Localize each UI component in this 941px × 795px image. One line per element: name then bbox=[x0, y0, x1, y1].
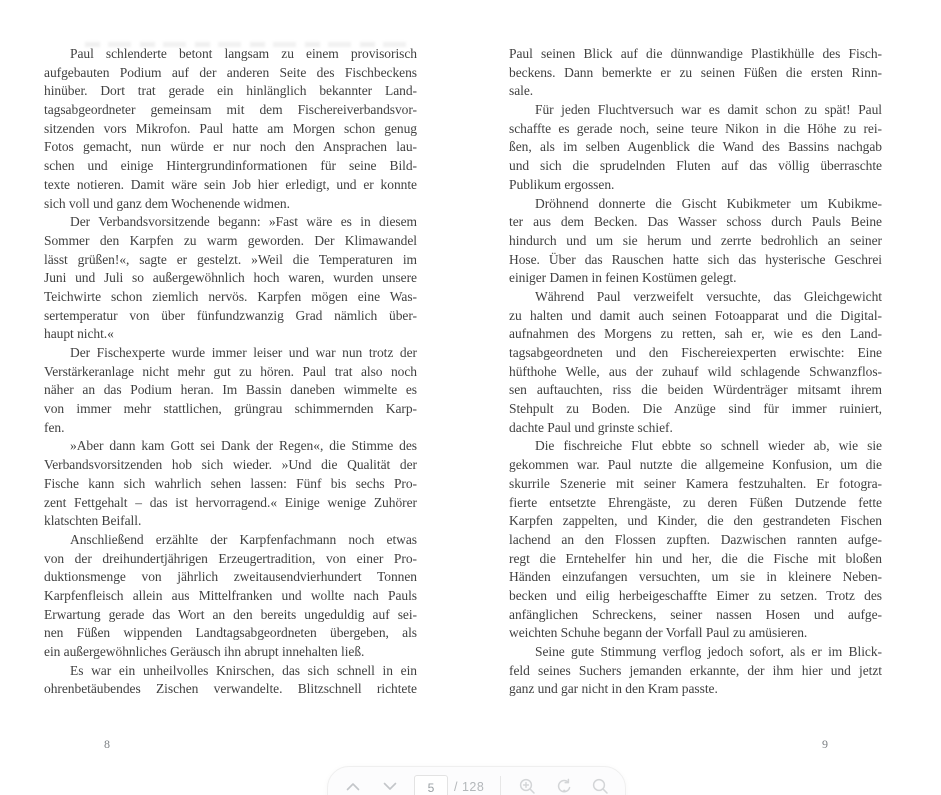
text-line: schen und einige Hintergrundinformationen für seine Bild- bbox=[44, 158, 417, 174]
paragraph bbox=[44, 531, 417, 662]
text-line: sitzenden vors Mikrofon. Paul hatte am Morgen schon genug bbox=[44, 120, 417, 136]
text-line: lachend an den Flossen zupften. Dazwischen rannten aufge- bbox=[509, 531, 882, 547]
paragraph bbox=[44, 344, 417, 437]
paragraph bbox=[509, 288, 882, 438]
text-line: sen auftauchten, riss die beiden Würdenträger mitsamt ihrem bbox=[509, 382, 882, 398]
text-line: dachte Paul und grinste schief. bbox=[509, 419, 673, 435]
text-line: Verstärkeranlage nicht mehr gut zu hören. Paul trat also noch bbox=[44, 363, 417, 379]
text-line: ein außergewöhnliches Geräusch ihn abrupt innehalten ließ. bbox=[44, 644, 365, 659]
text-line: hindurch und um sie herum und zerrte bedrohlich an seiner bbox=[509, 232, 882, 248]
text-line: Hose. Über das Rauschen hatte sich das hysterische Geschrei bbox=[509, 251, 882, 267]
text-line: Die fischreiche Flut ebbte so schnell wieder ab, wie sie bbox=[535, 438, 882, 454]
text-line: hinüber. Dort trat gerade ein hinlänglich bekannter Land- bbox=[44, 83, 417, 99]
text-line: gekommen war. Paul nutzte die allgemeine Konfusion, um die bbox=[509, 457, 882, 473]
previous-page-button[interactable] bbox=[340, 773, 366, 795]
text-line: Erwartung gerade das Wort an den bereits ungeduldig auf sei- bbox=[44, 606, 417, 622]
paragraph bbox=[44, 45, 417, 213]
text-line: ter aus dem Becken. Das Wasser schoss durch Pauls Beine bbox=[509, 214, 882, 230]
text-line: sich voll und ganz dem Wochenende widmen. bbox=[44, 195, 290, 211]
text-line: haupt nicht.« bbox=[44, 326, 114, 342]
paragraph bbox=[509, 45, 882, 101]
text-line: tagsabgeordneter gemeinsam mit dem Fischereiverbandsvor- bbox=[44, 102, 417, 118]
paragraph bbox=[44, 437, 417, 530]
text-line: einiger Damen in feinen Kostümen gelegt. bbox=[509, 270, 737, 286]
text-line: zu halten und damit auch seinen Fotoapparat und die Digital- bbox=[509, 307, 882, 323]
magnifier-plus-icon bbox=[519, 778, 536, 795]
page-left-text bbox=[44, 45, 417, 699]
paragraph bbox=[509, 101, 882, 194]
text-line: lässt grüßen!«, sagte er gestelzt. »Weil die Temperaturen im bbox=[44, 251, 417, 267]
paragraph bbox=[44, 213, 417, 344]
viewer-toolbar bbox=[327, 766, 626, 795]
text-line: Teichwirte schon ziemlich nervös. Karpfen mögen eine Was- bbox=[44, 288, 417, 304]
text-line: nen Füßen wippenden Landtagsabgeordneten übergeben, als bbox=[44, 625, 417, 641]
text-line: Anschließend erzählte der Karpfenfachmann noch etwas bbox=[70, 531, 417, 547]
text-line: Fotos gemacht, nun würde er nur noch den Ansprachen lau- bbox=[44, 139, 417, 155]
chevron-up-icon bbox=[346, 782, 360, 791]
text-line: fen. bbox=[44, 419, 65, 435]
text-line: beckens. Dann bemerkte er zu seinen Füßen die ersten Rinn- bbox=[509, 64, 882, 80]
text-line: Stehpult zu Boden. Die Anzüge sind für immer ruiniert, bbox=[509, 401, 882, 417]
text-line: aufnahmen des Morgens zu retten, sah er, wie es den Land- bbox=[509, 326, 882, 342]
text-line: Fische kann sich wahrlich sehen lassen: Fünf bis sechs Pro- bbox=[44, 475, 417, 491]
text-line: duktionsmenge von jährlich zweitausendvierhundert Tonnen bbox=[44, 569, 417, 585]
page-total-label: / 128 bbox=[454, 780, 485, 794]
next-page-button[interactable] bbox=[377, 773, 403, 795]
text-line: skurrile Szenerie mit seiner Kamera festzuhalten. Er fotogra- bbox=[509, 475, 882, 491]
text-line: texte notieren. Damit wäre sein Job hier erledigt, und er konnte bbox=[44, 176, 417, 192]
paragraph bbox=[509, 195, 882, 288]
paragraph bbox=[509, 437, 882, 643]
text-line: Es war ein unheilvolles Knirschen, das sich schnell in ein bbox=[70, 662, 417, 678]
magnifier-icon bbox=[592, 778, 609, 795]
text-line: Seine gute Stimmung verflog jedoch sofort, als er im Blick- bbox=[535, 644, 882, 659]
text-line: hüfthohe Welle, aus der zuhauf wild schlagende Schwanzflos- bbox=[509, 363, 882, 379]
text-line: »Aber dann kam Gott sei Dank der Regen«, die Stimme des bbox=[70, 438, 417, 454]
search-button[interactable] bbox=[587, 773, 613, 795]
chevron-down-icon bbox=[383, 782, 397, 791]
rotate-icon bbox=[556, 778, 573, 795]
text-line: Für jeden Fluchtversuch war es damit schon zu spät! Paul bbox=[535, 102, 882, 118]
text-line: näher an das Podium heran. Im Bassin daneben wimmelte es bbox=[44, 382, 417, 398]
text-line: tagsabgeordneten und den Fischereiexperten erwischte: Eine bbox=[509, 345, 882, 360]
paragraph bbox=[44, 662, 417, 699]
text-line: ohrenbetäubendes Zischen verwandelte. Blitzschnell richtete bbox=[44, 681, 417, 697]
text-line: ßen, als im selben Augenblick die Wand des Bassins nachgab bbox=[509, 139, 882, 155]
text-line: fierte entsetzte Ehrengäste, zu deren Füßen Dutzende fette bbox=[509, 494, 882, 510]
text-line: Dröhnend donnerte die Gischt Kubikmeter um Kubikme- bbox=[535, 195, 882, 211]
text-line: anfänglichen Schreckens, seiner nassen Hosen und aufge- bbox=[509, 606, 882, 622]
text-line: becken und eilig herbeigeschaffte Eimer zu setzen. Trotz des bbox=[509, 587, 882, 603]
text-line: sertemperatur von über fünfundzwanzig Grad nämlich über- bbox=[44, 307, 417, 323]
page-number-input[interactable] bbox=[414, 775, 448, 795]
zoom-in-button[interactable] bbox=[514, 773, 540, 795]
text-line: Verbandsvorsitzenden hob sich wieder. »Und die Qualität der bbox=[44, 457, 417, 473]
text-line: schaffte es gerade noch, seine teure Nikon in die Höhe zu rei- bbox=[509, 120, 882, 136]
text-line: feld seines Suchers jemanden erkannte, der ihm hier und jetzt bbox=[509, 662, 882, 678]
text-line: sale. bbox=[509, 83, 534, 99]
text-line: weichten Schuhe begann der Vorfall Paul zu amüsieren. bbox=[509, 625, 808, 641]
text-line: Paul seinen Blick auf die dünnwandige Plastikhülle des Fisch- bbox=[509, 46, 882, 61]
text-line: und sich die sprudelnden Fluten auf das völlig überraschte bbox=[509, 158, 882, 174]
text-line: Paul schlenderte betont langsam zu einem provisorisch bbox=[70, 46, 417, 61]
text-line: klatschten Beifall. bbox=[44, 513, 142, 529]
text-line: ganz und gar nicht in den Kram passte. bbox=[509, 681, 718, 697]
text-line: Publikum ergossen. bbox=[509, 176, 615, 192]
text-line: Karpfen zappelten, und Kinder, die den gestrandeten Fischen bbox=[509, 513, 882, 529]
text-line: von immer mehr stattlichen, grüngrau schimmernden Karp- bbox=[44, 401, 417, 417]
text-line: von der dreihundertjährigen Erzeugertradition, von einer Pro- bbox=[44, 550, 417, 566]
folio-number-right: 9 bbox=[822, 737, 828, 751]
text-line: Während Paul verzweifelt versuchte, das Gleichgewicht bbox=[535, 288, 882, 304]
text-line: regt die Erntehelfer hin und her, die die Fische mit bloßen bbox=[509, 550, 882, 566]
text-line: Karpfenfleisch allein aus Mittelfranken und wollte nach Pauls bbox=[44, 587, 417, 603]
text-line: Der Verbandsvorsitzende begann: »Fast wäre es in diesem bbox=[70, 214, 417, 230]
text-line: zent Fettgehalt – das ist hervorragend.« Einige wenige Zuhörer bbox=[44, 494, 417, 510]
rotate-button[interactable] bbox=[551, 773, 577, 795]
folio-number-left: 8 bbox=[104, 737, 110, 751]
text-line: Juni und Juli so außergewöhnlich hoch waren, wurden unsere bbox=[44, 270, 417, 286]
text-line: Händen einzufangen versuchten, um sie in kleinere Neben- bbox=[509, 569, 882, 585]
page-right-text bbox=[509, 45, 882, 699]
toolbar-divider bbox=[500, 776, 501, 795]
text-line: Sommer den Karpfen zu warm geworden. Der Klimawandel bbox=[44, 232, 417, 248]
text-line: Der Fischexperte wurde immer leiser und war nun trotz der bbox=[70, 345, 417, 360]
text-line: aufgebauten Podium auf der anderen Seite des Fischbeckens bbox=[44, 64, 417, 80]
paragraph bbox=[509, 643, 882, 699]
